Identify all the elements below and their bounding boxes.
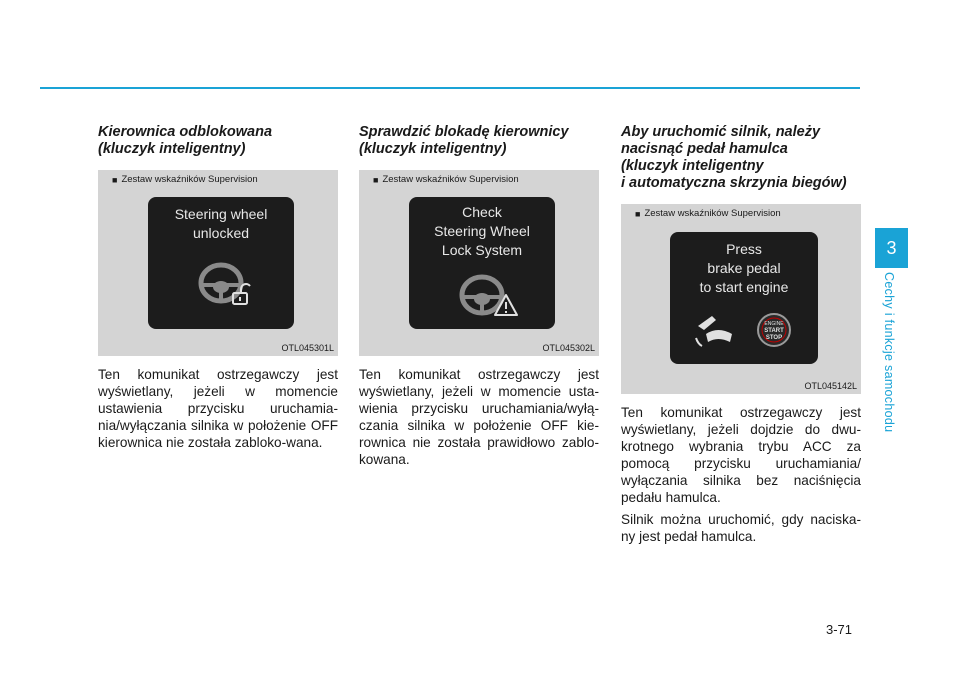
square-bullet-icon: ■: [635, 208, 641, 219]
figure-caption: [373, 174, 519, 185]
square-bullet-icon: ■: [373, 174, 379, 185]
figure-code: OTL045301L: [281, 343, 334, 353]
square-bullet-icon: ■: [112, 174, 118, 185]
section-steering-unlocked: [98, 124, 338, 451]
section-heading: Aby uruchomić silnik, należy nacisnąć pedał hamulca (kluczyk inteligentny i automatyczna skrzynia biegów): [621, 124, 847, 191]
page-number: 3-71: [826, 622, 853, 637]
display-message: Check Steering Wheel Lock System: [434, 204, 530, 258]
body-paragraph: Ten komunikat ostrzegawczy jest wyświetlany, jeżeli w momencie ustawienia przycisku uruchamia-nia/wyłączania silnika w położenie OFF kierownica nie została zabloko-wana.: [98, 367, 338, 450]
body-paragraph: Ten komunikat ostrzegawczy jest wyświetlany, jeżeli dojdzie do dwu-krotnego wybrania trybu ACC za pomocą przycisku uruchamiania/ wyłączania silnika bez naciśnięcia pedału hamulca.: [621, 405, 861, 505]
figure-cluster: [621, 204, 861, 394]
figure-caption: [112, 174, 258, 185]
figure-caption-text: Zestaw wskaźników Supervision: [382, 174, 519, 185]
engine-button-label-start: START: [764, 328, 784, 334]
section-heading: Sprawdzić blokadę kierownicy (kluczyk inteligentny): [359, 124, 569, 157]
figure-code: OTL045142L: [804, 381, 857, 391]
cluster-display: [670, 232, 818, 364]
chapter-number-tab: 3: [875, 228, 908, 268]
body-paragraph: Ten komunikat ostrzegawczy jest wyświetlany, jeżeli w momencie usta-wienia przycisku uruchamiania/wyłą-czania silnika w położenie OFF kie-rownica nie została prawidłowo zablo-kowana.: [359, 367, 599, 467]
warning-triangle-icon: [493, 293, 519, 317]
top-rule: [40, 87, 860, 89]
unlocked-padlock-icon: [231, 283, 251, 307]
section-check-steering-lock: [359, 124, 599, 468]
display-message: Steering wheel unlocked: [174, 206, 268, 241]
cluster-display: [409, 197, 555, 329]
section-press-brake: [621, 124, 861, 545]
figure-cluster: [98, 170, 338, 356]
figure-caption-text: Zestaw wskaźników Supervision: [644, 208, 781, 219]
cluster-display: [148, 197, 294, 329]
brake-pedal-icon: [692, 312, 740, 348]
figure-caption: [635, 208, 781, 219]
chapter-title: Cechy i funkcje samochodu: [882, 272, 896, 433]
section-heading: Kierownica odblokowana (kluczyk inteligentny): [98, 124, 273, 157]
body-paragraph: Silnik można uruchomić, gdy naciska-ny jest pedał hamulca.: [621, 512, 861, 544]
engine-button-label-engine: ENGINE: [764, 321, 784, 327]
engine-button-label-stop: STOP: [765, 335, 783, 341]
figure-code: OTL045302L: [542, 343, 595, 353]
engine-start-button-icon: [756, 312, 792, 348]
figure-cluster: [359, 170, 599, 356]
figure-caption-text: Zestaw wskaźników Supervision: [121, 174, 258, 185]
display-message: Press brake pedal to start engine: [699, 241, 789, 295]
